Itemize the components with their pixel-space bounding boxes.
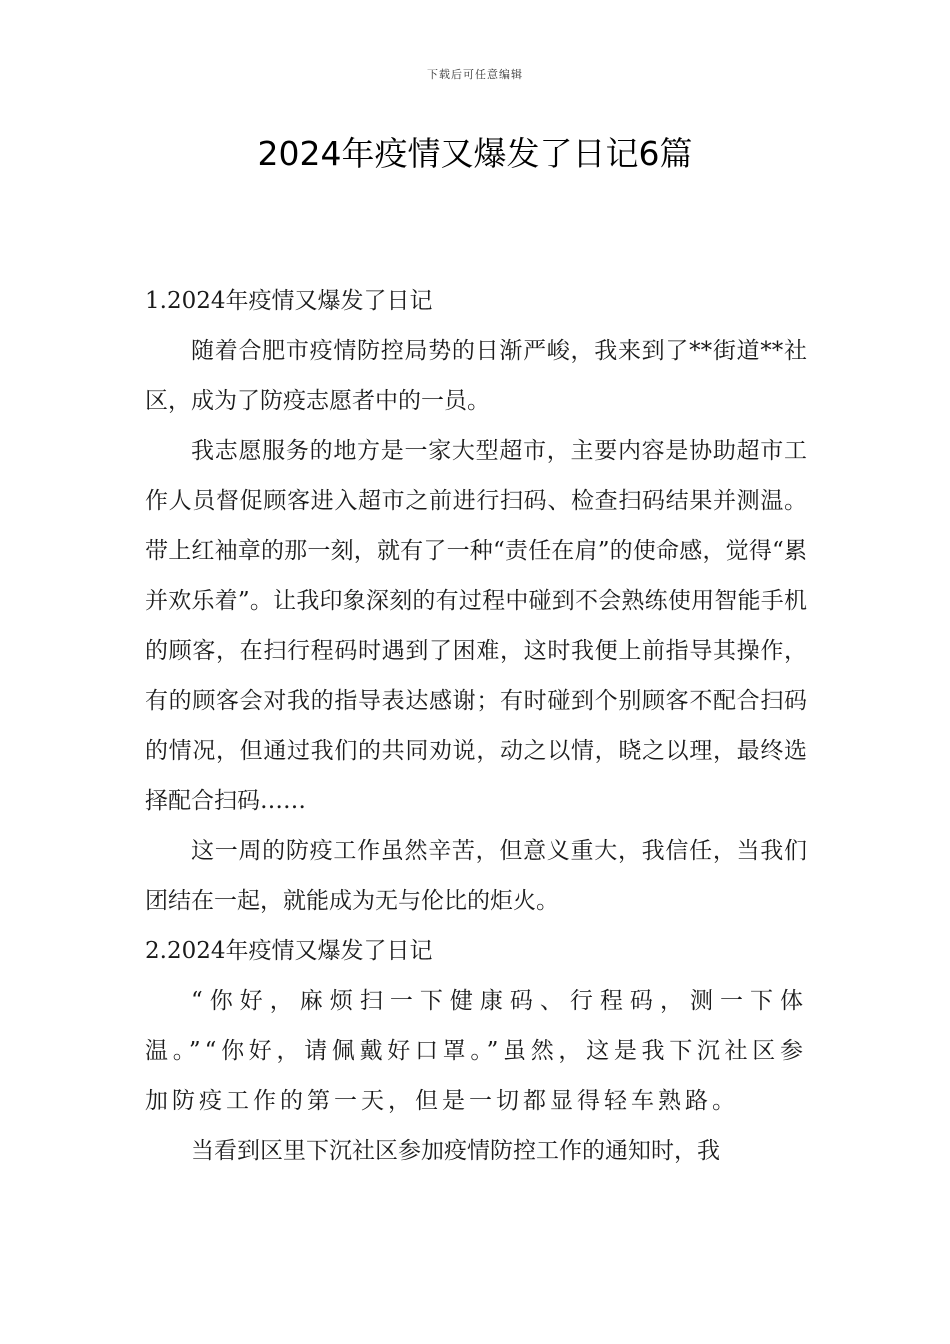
page-title: 2024年疫情又爆发了日记6篇 bbox=[257, 134, 693, 173]
diary-section-2 bbox=[145, 926, 807, 1176]
paragraph: 这一周的防疫工作虽然辛苦，但意义重大，我信任，当我们团结在一起，就能成为无与伦比的炬火。 bbox=[145, 838, 807, 914]
paragraph: “你好，麻烦扫一下健康码、行程码，测一下体温。”“你好，请佩戴好口罩。”虽然，这是我下沉社区参加防疫工作的第一天，但是一切都显得轻车熟路。 bbox=[145, 988, 807, 1114]
section-heading: 2.2024年疫情又爆发了日记 bbox=[145, 938, 433, 964]
paragraph: 随着合肥市疫情防控局势的日渐严峻，我来到了**街道**社区，成为了防疫志愿者中的一员。 bbox=[145, 338, 807, 414]
header-note: 下载后可任意编辑 bbox=[427, 68, 523, 81]
section-heading: 1.2024年疫情又爆发了日记 bbox=[145, 288, 433, 314]
paragraph: 我志愿服务的地方是一家大型超市，主要内容是协助超市工作人员督促顾客进入超市之前进行扫码、检查扫码结果并测温。带上红袖章的那一刻，就有了一种“责任在肩”的使命感，觉得“累并欢乐着”。让我印象深刻的有过程中碰到不会熟练使用智能手机的顾客，在扫行程码时遇到了困难，这时我便上前指导其操作，有的顾客会对我的指导表达感谢；有时碰到个别顾客不配合扫码的情况，但通过我们的共同劝说，动之以情，晓之以理，最终选择配合扫码…… bbox=[145, 438, 807, 814]
diary-section-1 bbox=[145, 276, 807, 926]
paragraph: 当看到区里下沉社区参加疫情防控工作的通知时，我 bbox=[191, 1138, 720, 1164]
document-body bbox=[145, 276, 807, 1176]
